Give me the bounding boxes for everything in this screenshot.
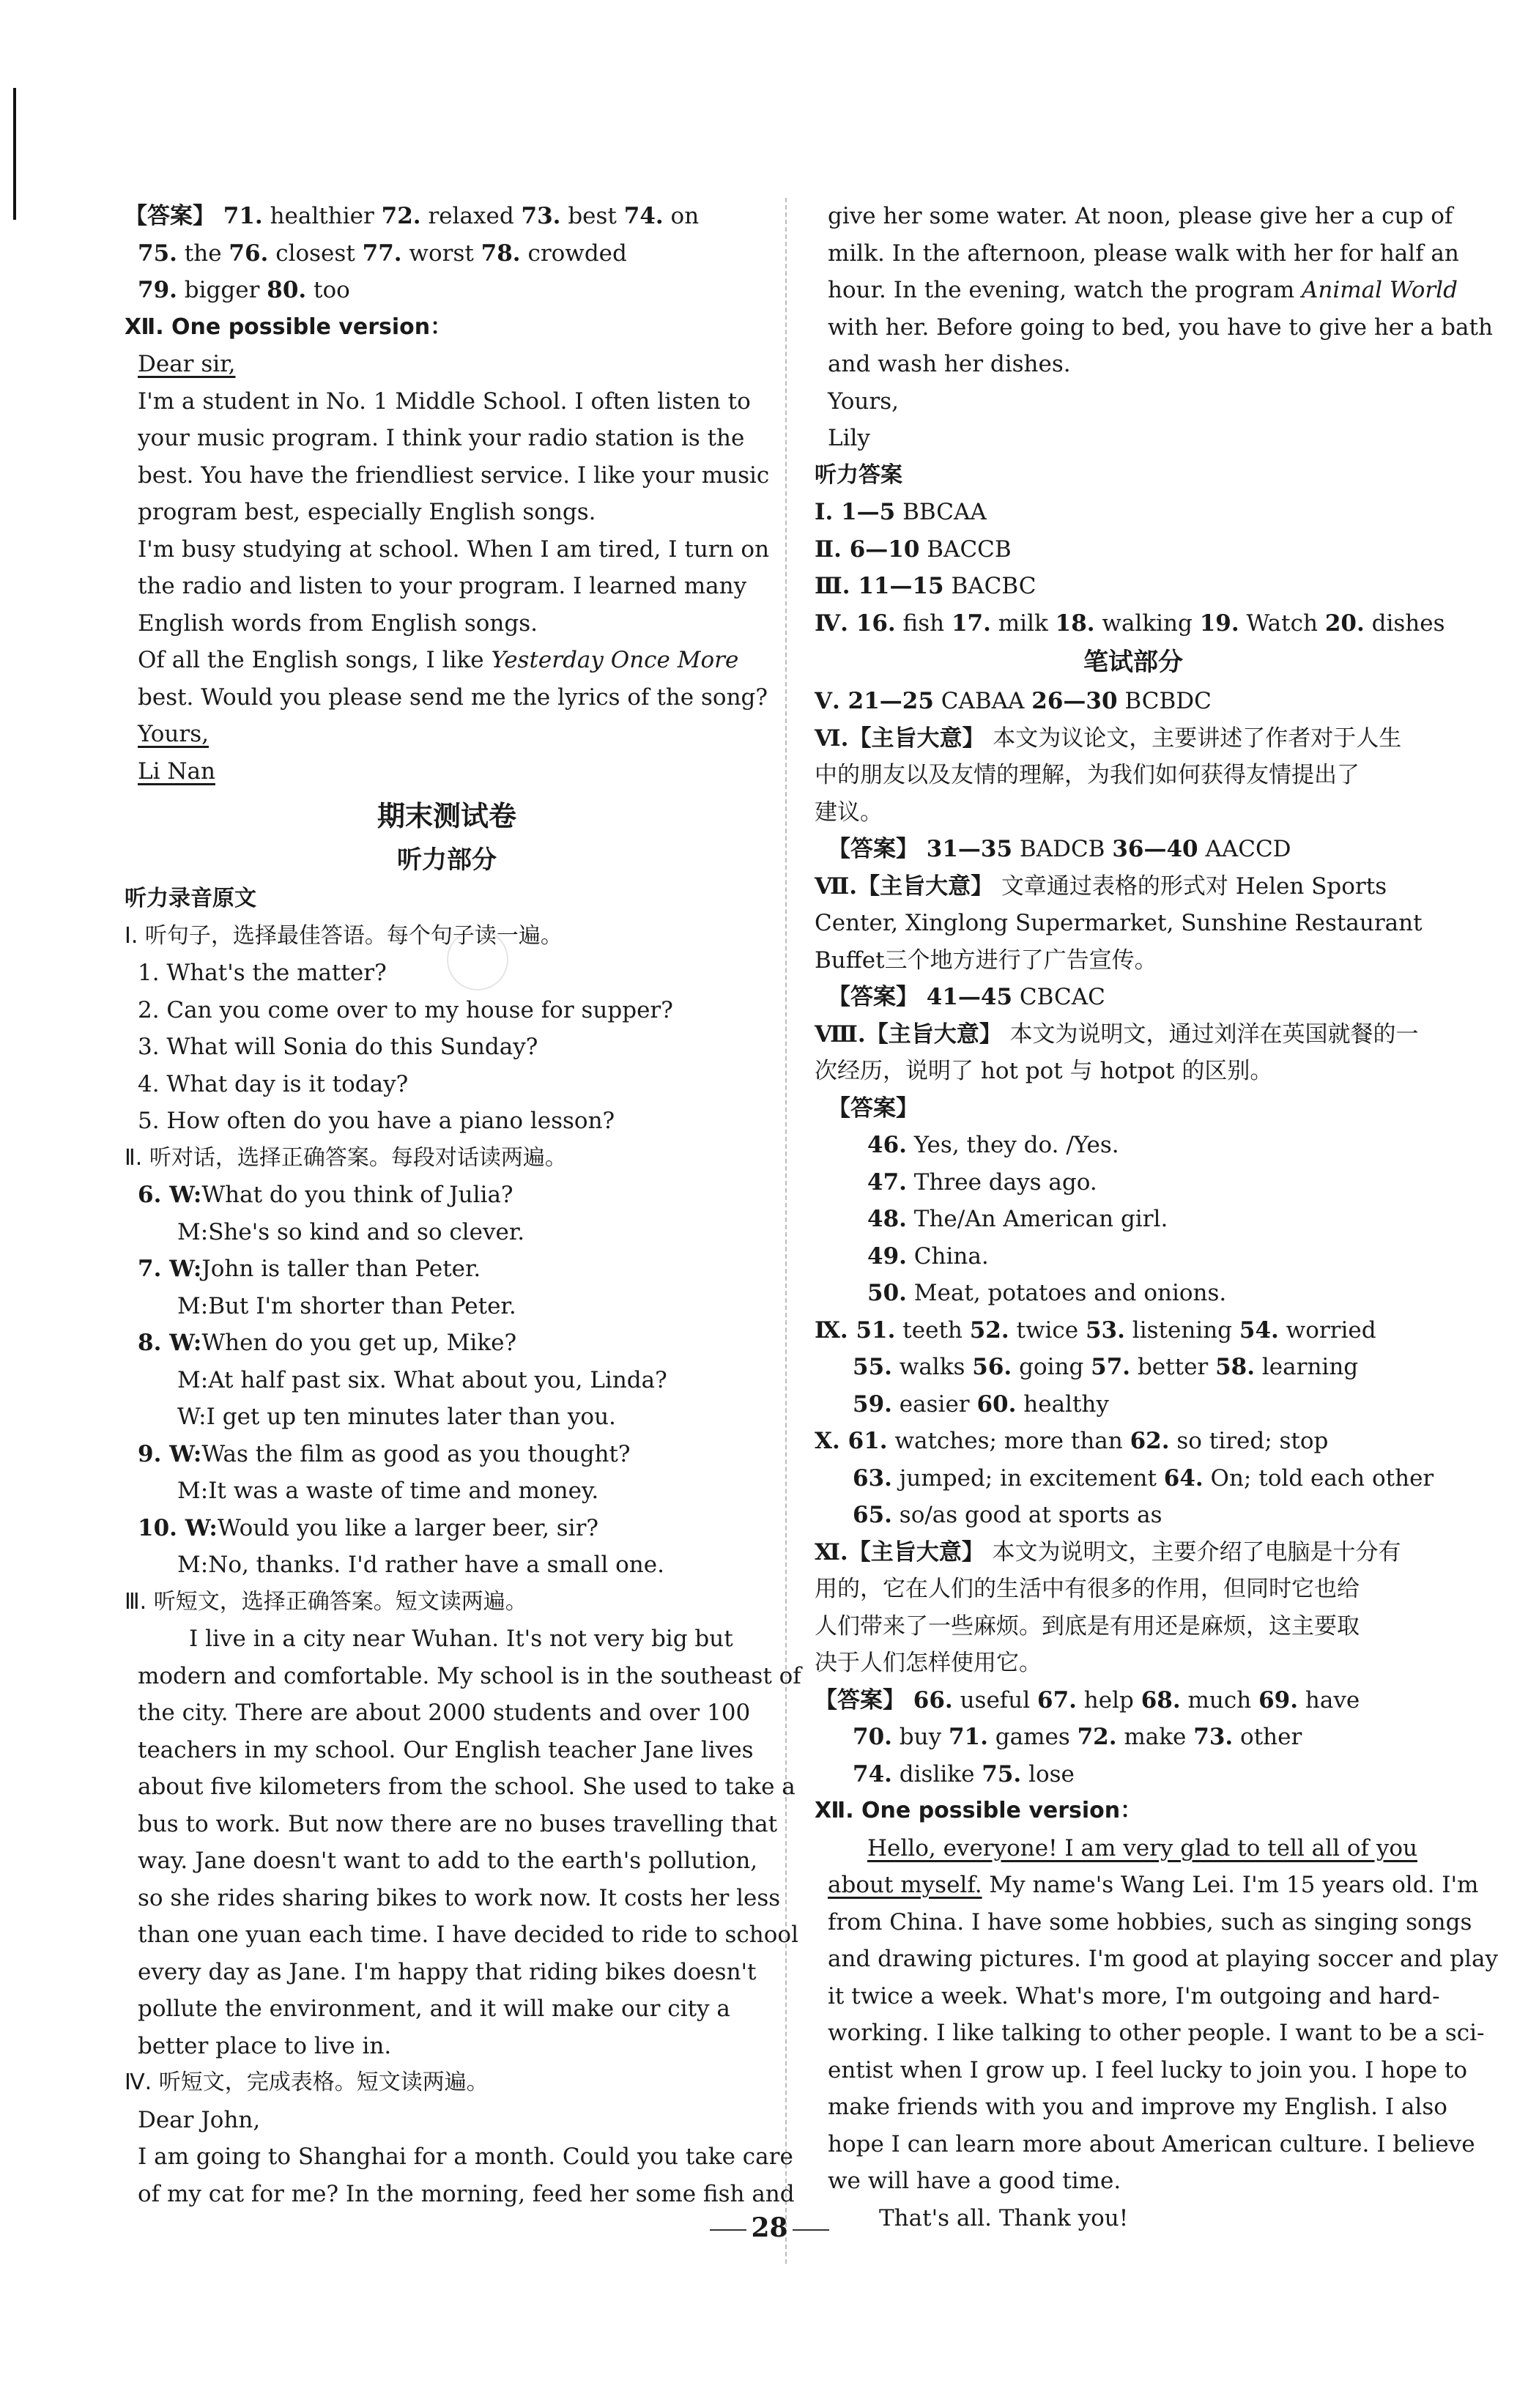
summary-tag: Ⅵ.【主旨大意】 bbox=[815, 725, 993, 752]
item-answer: easier bbox=[891, 1390, 977, 1418]
text-line: we will have a good time. bbox=[828, 2168, 1121, 2194]
summary-line bbox=[815, 757, 1452, 794]
answer-row bbox=[815, 1423, 1452, 1460]
summary-text: 次经历，说明了 hot pot 与 hotpot 的区别。 bbox=[815, 1058, 1273, 1084]
item-answer: games bbox=[987, 1724, 1078, 1750]
letter-request-line: best. Would you please send me the lyrics of the song? bbox=[138, 683, 768, 711]
summary-text: 用的，它在人们的生活中有很多的作用，但同时它也给 bbox=[815, 1576, 1360, 1602]
item-range: Ⅲ. 11—15 bbox=[815, 573, 944, 599]
item-answer: the bbox=[177, 240, 229, 267]
section-ii-dialogues bbox=[125, 1177, 769, 1584]
item-number: 73. bbox=[1193, 1724, 1234, 1750]
item-number: 70. bbox=[853, 1724, 892, 1750]
text-line: I am going to Shanghai for a month. Could you take care bbox=[138, 2144, 793, 2170]
answer-row bbox=[815, 1682, 1452, 1719]
summary-text: 决于人们怎样使用它。 bbox=[815, 1650, 1042, 1676]
item-answer: Meat, potatoes and onions. bbox=[906, 1280, 1227, 1306]
speech-line-2: about myself. My name's Wang Lei. I'm 15 years old. I'm bbox=[828, 1872, 1479, 1898]
letter-continued bbox=[815, 198, 1459, 272]
item-number: 19. bbox=[1199, 610, 1239, 637]
item-answer: fish bbox=[895, 610, 952, 637]
dialogue-line bbox=[125, 1251, 769, 1288]
item-number: 69. bbox=[1258, 1686, 1299, 1714]
item-number: Ⅹ. 61. bbox=[815, 1428, 888, 1454]
answer-row-71 bbox=[125, 198, 769, 235]
text-line: give her some water. At noon, please give her a cup of bbox=[828, 203, 1453, 229]
sample-letter bbox=[125, 346, 769, 642]
letter-continued-2 bbox=[815, 309, 1493, 383]
summary-line bbox=[815, 1608, 1452, 1645]
item-number: 63. bbox=[853, 1464, 892, 1492]
letter-program-line: hour. In the evening, watch the program Animal World bbox=[828, 277, 1458, 303]
item-answer: help bbox=[1076, 1686, 1141, 1714]
answer-line bbox=[815, 1127, 1452, 1164]
item-number: 56. bbox=[972, 1354, 1012, 1380]
text-line: way. Jane doesn't want to add to the earth's pollution, bbox=[138, 1848, 758, 1874]
answer-key-row bbox=[815, 531, 1452, 568]
text-line: 4. What day is it today? bbox=[138, 1070, 409, 1097]
letter-signature: Li Nan bbox=[138, 757, 215, 785]
text-line: of my cat for me? In the morning, feed her some fish and bbox=[138, 2180, 795, 2207]
item-number: 71. bbox=[223, 203, 263, 229]
item-answer: Yes, they do. /Yes. bbox=[906, 1132, 1119, 1158]
summary-line bbox=[815, 1571, 1452, 1608]
item-number: 78. bbox=[481, 240, 521, 267]
item-number: 52. bbox=[969, 1316, 1009, 1344]
text-line: the city. There are about 2000 students and over 100 bbox=[138, 1700, 751, 1726]
item-answer: learning bbox=[1255, 1354, 1359, 1380]
dialogue-line bbox=[125, 1362, 769, 1399]
item-number: 17. bbox=[951, 610, 991, 637]
summary-line bbox=[815, 794, 1452, 831]
item-number: 59. bbox=[853, 1390, 892, 1418]
item-answer: China. bbox=[906, 1242, 989, 1270]
speaker-tag: 9. W: bbox=[138, 1440, 202, 1467]
item-answer: CABAA bbox=[933, 688, 1032, 714]
item-number: 75. bbox=[138, 240, 177, 267]
listening-key-rows bbox=[815, 494, 1452, 605]
right-column bbox=[815, 198, 1498, 2237]
item-answer: worried bbox=[1278, 1316, 1376, 1344]
item-answer: best bbox=[560, 203, 624, 229]
text-line: I'm busy studying at school. When I am tired, I turn on bbox=[138, 536, 770, 563]
item-answer: better bbox=[1130, 1354, 1216, 1380]
item-number: 65. bbox=[853, 1502, 892, 1528]
item-answer: make bbox=[1116, 1724, 1194, 1750]
summary-line bbox=[815, 1534, 1452, 1571]
item-answer: dishes bbox=[1364, 610, 1445, 637]
item-number: 62. bbox=[1130, 1428, 1170, 1454]
text-line: every day as Jane. I'm happy that riding bikes doesn't bbox=[138, 1958, 757, 1985]
letter-closing: Yours, bbox=[138, 721, 209, 747]
item-answer: listening bbox=[1124, 1316, 1239, 1344]
item-answer: walks bbox=[891, 1354, 973, 1380]
listening-part-title: 听力部分 bbox=[397, 845, 497, 875]
binding-margin-mark bbox=[13, 88, 16, 220]
item-number: 80. bbox=[267, 277, 307, 303]
item-number: 47. bbox=[867, 1168, 907, 1196]
text-line: with her. Before going to bed, you have to give her a bath bbox=[828, 314, 1493, 341]
text-line: the radio and listen to your program. I learned many bbox=[138, 573, 747, 599]
summary-line bbox=[815, 868, 1452, 905]
dialogue-text: No, thanks. I'd rather have a small one. bbox=[208, 1552, 664, 1578]
answer-row bbox=[815, 1497, 1452, 1534]
section-vii-summary bbox=[815, 868, 1452, 979]
item-number: 48. bbox=[867, 1206, 907, 1232]
text-line: 1. What's the matter? bbox=[138, 960, 387, 986]
dialogue-line bbox=[125, 1472, 769, 1510]
summary-tag: Ⅺ.【主旨大意】 bbox=[815, 1538, 993, 1566]
summary-line bbox=[815, 1053, 1452, 1090]
text-line: your music program. I think your radio station is the bbox=[138, 425, 745, 451]
dialogue-text: But I'm shorter than Peter. bbox=[208, 1292, 516, 1319]
item-number: 71. bbox=[948, 1724, 988, 1750]
item-answer: healthy bbox=[1016, 1390, 1109, 1418]
speaker-tag: M: bbox=[177, 1292, 209, 1319]
text-line: English words from English songs. bbox=[138, 610, 538, 637]
summary-text: 人们带来了一些麻烦。到底是有用还是麻烦，这主要取 bbox=[815, 1612, 1360, 1640]
summary-line bbox=[815, 905, 1452, 942]
dialogue-line bbox=[125, 1288, 769, 1325]
item-answer: going bbox=[1012, 1354, 1091, 1380]
item-answer: so/as good at sports as bbox=[891, 1502, 1162, 1528]
section-vi-summary bbox=[815, 720, 1452, 831]
speech-opening: Hello, everyone! I am very glad to tell all of you bbox=[867, 1834, 1417, 1861]
speaker-tag: 10. W: bbox=[138, 1514, 218, 1541]
speech-ending: That's all. Thank you! bbox=[879, 2204, 1129, 2231]
dialogue-line bbox=[125, 1546, 769, 1584]
item-answer: teeth bbox=[895, 1316, 970, 1344]
speaker-tag: 7. W: bbox=[138, 1256, 202, 1282]
item-answer: useful bbox=[952, 1686, 1038, 1714]
answer-row bbox=[815, 1386, 1452, 1423]
item-answer: On; told each other bbox=[1203, 1464, 1434, 1492]
answer-tag: 【答案】 bbox=[125, 203, 223, 229]
item-answer: bigger bbox=[177, 277, 267, 303]
item-number: 75. bbox=[982, 1760, 1022, 1788]
dialogue-line bbox=[125, 1325, 769, 1362]
text-line: bus to work. But now there are no buses travelling that bbox=[138, 1810, 778, 1837]
item-answer: milk bbox=[990, 610, 1056, 637]
speech-body bbox=[815, 1904, 1498, 2200]
text-line: and wash her dishes. bbox=[828, 351, 1071, 377]
dialogue-line bbox=[125, 1436, 769, 1473]
text-line: milk. In the afternoon, please walk with her for half an bbox=[828, 240, 1459, 267]
item-answer: BBCAA bbox=[895, 499, 987, 525]
item-number: 73. bbox=[521, 203, 561, 229]
answer-row-vi bbox=[815, 831, 1452, 868]
item-answer: dislike bbox=[891, 1760, 982, 1788]
item-range: Ⅰ. 1—5 bbox=[815, 499, 896, 525]
text-line: best. You have the friendliest service. I like your music bbox=[138, 462, 770, 489]
item-answer: buy bbox=[891, 1724, 949, 1750]
item-answer: BACCB bbox=[919, 536, 1012, 563]
speaker-tag: 8. W: bbox=[138, 1330, 202, 1356]
item-answer: BCBDC bbox=[1117, 688, 1212, 714]
item-number: 58. bbox=[1215, 1354, 1256, 1380]
item-number: 72. bbox=[1077, 1724, 1117, 1750]
item-number: 50. bbox=[867, 1280, 907, 1306]
item-number: 76. bbox=[229, 240, 269, 267]
item-answer: BADCB bbox=[1012, 836, 1113, 862]
section-iii-heading: Ⅲ. 听短文，选择正确答案。短文读两遍。 bbox=[125, 1588, 527, 1615]
item-number: 60. bbox=[976, 1390, 1017, 1418]
summary-tag: Ⅶ.【主旨大意】 bbox=[815, 873, 1001, 900]
summary-line bbox=[815, 942, 1452, 979]
section-xii-heading: Ⅻ. One possible version： bbox=[125, 314, 453, 340]
item-answer: Three days ago. bbox=[906, 1168, 1097, 1196]
item-number: 54. bbox=[1239, 1316, 1279, 1344]
item-answer: closest bbox=[268, 240, 363, 267]
item-answer: relaxed bbox=[420, 203, 522, 229]
dialogue-text: Would you like a larger beer, sir? bbox=[217, 1514, 599, 1541]
summary-text: 本文为议论文，主要讲述了作者对于人生 bbox=[993, 725, 1402, 752]
listening-key-heading: 听力答案 bbox=[815, 462, 902, 488]
speaker-tag: M: bbox=[177, 1478, 209, 1504]
item-number: 57. bbox=[1091, 1354, 1131, 1380]
answer-line bbox=[815, 1164, 1452, 1201]
summary-text: 建议。 bbox=[815, 799, 883, 826]
text-line: so she rides sharing bikes to work now. It costs her less bbox=[138, 1884, 781, 1911]
answer-row bbox=[815, 1349, 1452, 1386]
summary-text: Buffet三个地方进行了广告宣传。 bbox=[815, 946, 1157, 974]
dialogue-line bbox=[125, 1399, 769, 1436]
dialogue-line bbox=[125, 1510, 769, 1547]
answer-row bbox=[815, 1312, 1452, 1349]
item-number: 【答案】 31—35 bbox=[828, 836, 1013, 862]
section-iv-passage bbox=[125, 2102, 795, 2213]
text-line: I'm a student in No. 1 Middle School. I often listen to bbox=[138, 388, 751, 415]
item-number: 68. bbox=[1141, 1686, 1181, 1714]
item-answer: lose bbox=[1021, 1760, 1075, 1788]
item-answer: BACBC bbox=[943, 573, 1036, 599]
text-line: program best, especially English songs. bbox=[138, 499, 596, 525]
text-line: I live in a city near Wuhan. It's not very big but bbox=[189, 1626, 733, 1652]
section-iv-heading: Ⅳ. 听短文，完成表格。短文读两遍。 bbox=[125, 2070, 489, 2095]
answer-row-75 bbox=[125, 235, 769, 273]
item-number: 53. bbox=[1085, 1316, 1125, 1344]
summary-line bbox=[815, 720, 1452, 757]
text-line: from China. I have some hobbies, such as singing songs bbox=[828, 1908, 1472, 1935]
letter2-closing: Yours, bbox=[828, 388, 899, 415]
dialogue-text: Was the film as good as you thought? bbox=[201, 1440, 631, 1467]
column-divider bbox=[785, 198, 787, 2264]
final-exam-title: 期末测试卷 bbox=[377, 800, 516, 832]
item-number: Ⅳ. 16. bbox=[815, 610, 896, 637]
left-column bbox=[125, 198, 801, 2212]
summary-text: 本文为说明文，通过刘洋在英国就餐的一 bbox=[1009, 1020, 1419, 1048]
answer-row-vii bbox=[815, 979, 1452, 1016]
summary-text: 本文为说明文，主要介绍了电脑是十分有 bbox=[992, 1538, 1401, 1566]
speaker-tag: M: bbox=[177, 1366, 209, 1393]
item-answer: crowded bbox=[520, 240, 627, 267]
item-number: 【答案】 66. bbox=[815, 1686, 953, 1714]
section-ix-answers bbox=[815, 1312, 1452, 1423]
summary-text: 文章通过表格的形式对 Helen Sports bbox=[1001, 873, 1387, 900]
item-number: 72. bbox=[381, 203, 421, 229]
item-number: 36—40 bbox=[1112, 836, 1198, 862]
written-part-title: 笔试部分 bbox=[1083, 648, 1183, 677]
item-number: Ⅸ. 51. bbox=[815, 1316, 896, 1344]
item-number: 74. bbox=[623, 203, 664, 229]
text-line: better place to live in. bbox=[138, 2032, 392, 2059]
section-i-heading: Ⅰ. 听句子，选择最佳答语。每个句子读一遍。 bbox=[125, 922, 563, 949]
item-answer: jumped; in excitement bbox=[891, 1464, 1164, 1492]
text-line: and drawing pictures. I'm good at playing soccer and play bbox=[828, 1946, 1498, 1972]
item-answer: walking bbox=[1094, 610, 1200, 637]
item-answer: have bbox=[1298, 1686, 1360, 1714]
dialogue-text: It was a waste of time and money. bbox=[208, 1478, 599, 1504]
text-line: about five kilometers from the school. She used to take a bbox=[138, 1774, 796, 1800]
text-line: 5. How often do you have a piano lesson? bbox=[138, 1108, 615, 1134]
item-answer: Watch bbox=[1239, 610, 1325, 637]
summary-text: Center, Xinglong Supermarket, Sunshine Restaurant bbox=[815, 910, 1423, 936]
item-number: 46. bbox=[867, 1132, 907, 1158]
text-line: Dear sir, bbox=[138, 351, 236, 377]
text-line: working. I like talking to other people. I want to be a sci- bbox=[828, 2020, 1485, 2046]
item-number: 20. bbox=[1324, 610, 1365, 637]
summary-tag: Ⅷ.【主旨大意】 bbox=[815, 1020, 1010, 1048]
item-answer: twice bbox=[1009, 1316, 1086, 1344]
answer-row bbox=[815, 1756, 1452, 1793]
section-xi-summary bbox=[815, 1534, 1452, 1682]
dialogue-line bbox=[125, 1177, 769, 1214]
answer-key-row bbox=[815, 568, 1452, 605]
dialogue-text: At half past six. What about you, Linda? bbox=[208, 1366, 667, 1393]
answer-row bbox=[815, 1719, 1452, 1756]
answer-row-79 bbox=[125, 272, 769, 309]
summary-text: 中的朋友以及友情的理解，为我们如何获得友情提出了 bbox=[815, 762, 1360, 788]
item-answer: healthier bbox=[262, 203, 382, 229]
letter2-signature: Lily bbox=[828, 425, 870, 451]
dialogue-text: John is taller than Peter. bbox=[201, 1256, 481, 1282]
item-number: 77. bbox=[362, 240, 402, 267]
item-number: 74. bbox=[853, 1760, 892, 1788]
item-answer: too bbox=[306, 277, 350, 303]
text-line: hope I can learn more about American culture. I believe bbox=[828, 2130, 1475, 2157]
speaker-tag: W: bbox=[177, 1404, 207, 1430]
listening-script-heading: 听力录音原文 bbox=[125, 886, 256, 911]
answer-row bbox=[815, 1460, 1452, 1497]
answer-line bbox=[815, 1238, 1452, 1275]
item-answer: so tired; stop bbox=[1169, 1428, 1329, 1454]
dialogue-text: I get up ten minutes later than you. bbox=[206, 1404, 616, 1430]
section-ii-heading: Ⅱ. 听对话，选择正确答案。每段对话读两遍。 bbox=[125, 1144, 567, 1171]
section-xi-answers bbox=[815, 1682, 1452, 1793]
item-number: 55. bbox=[853, 1354, 892, 1380]
text-line: pollute the environment, and it will make our city a bbox=[138, 1996, 730, 2022]
item-number: 【答案】 41—45 bbox=[828, 984, 1013, 1010]
dialogue-text: What do you think of Julia? bbox=[201, 1182, 513, 1208]
answer-line bbox=[815, 1201, 1452, 1238]
text-line: than one yuan each time. I have decided to ride to school bbox=[138, 1922, 798, 1948]
item-number: 18. bbox=[1055, 610, 1095, 637]
summary-line bbox=[815, 1016, 1452, 1053]
section-viii-answers bbox=[815, 1127, 1452, 1312]
text-line: modern and comfortable. My school is in the southeast of bbox=[138, 1662, 801, 1689]
section-xii-heading-right: Ⅻ. One possible version： bbox=[815, 1798, 1143, 1823]
item-range: Ⅱ. 6—10 bbox=[815, 536, 920, 563]
summary-line bbox=[815, 1645, 1452, 1682]
item-answer: AACCD bbox=[1198, 836, 1291, 862]
text-line: 3. What will Sonia do this Sunday? bbox=[138, 1034, 538, 1060]
dialogue-line bbox=[125, 1214, 769, 1251]
item-answer: much bbox=[1180, 1686, 1259, 1714]
page-number: 28 bbox=[0, 2212, 1539, 2243]
item-number: Ⅴ. 21—25 bbox=[815, 688, 934, 714]
item-answer: other bbox=[1233, 1724, 1302, 1750]
text-line: entist when I grow up. I feel lucky to join you. I hope to bbox=[828, 2056, 1468, 2083]
answer-line bbox=[815, 1275, 1452, 1312]
item-answer: worst bbox=[401, 240, 481, 267]
section-viii-answer-heading: 【答案】 bbox=[828, 1094, 919, 1122]
letter-favorite-song-line: Of all the English songs, I like Yesterday Once More bbox=[138, 647, 739, 673]
item-number: 64. bbox=[1163, 1464, 1204, 1492]
answer-row-v bbox=[815, 683, 1452, 720]
section-i-items bbox=[125, 955, 769, 1140]
item-answer: on bbox=[663, 203, 700, 229]
section-x-answers bbox=[815, 1423, 1452, 1534]
item-answer: CBCAC bbox=[1012, 984, 1105, 1010]
item-number: 49. bbox=[867, 1242, 907, 1270]
answer-row-iv bbox=[815, 605, 1452, 642]
item-answer: watches; more than bbox=[887, 1428, 1130, 1454]
section-viii-summary bbox=[815, 1016, 1452, 1090]
item-number: 67. bbox=[1037, 1686, 1077, 1714]
dialogue-text: When do you get up, Mike? bbox=[201, 1330, 517, 1356]
text-line: it twice a week. What's more, I'm outgoing and hard- bbox=[828, 1982, 1440, 2009]
section-iii-passage bbox=[125, 1620, 801, 2064]
item-answer: The/An American girl. bbox=[906, 1206, 1168, 1232]
item-number: 79. bbox=[138, 277, 177, 303]
speaker-tag: M: bbox=[177, 1552, 209, 1578]
text-line: teachers in my school. Our English teacher Jane lives bbox=[138, 1736, 754, 1763]
answer-key-row bbox=[815, 494, 1452, 531]
text-line: Dear John, bbox=[138, 2106, 261, 2133]
text-line: make friends with you and improve my English. I also bbox=[828, 2094, 1447, 2120]
text-line: 2. Can you come over to my house for supper? bbox=[138, 996, 673, 1023]
speaker-tag: 6. W: bbox=[138, 1182, 202, 1208]
speaker-tag: M: bbox=[177, 1218, 209, 1245]
item-number: 26—30 bbox=[1031, 688, 1118, 714]
dialogue-text: She's so kind and so clever. bbox=[208, 1218, 525, 1245]
